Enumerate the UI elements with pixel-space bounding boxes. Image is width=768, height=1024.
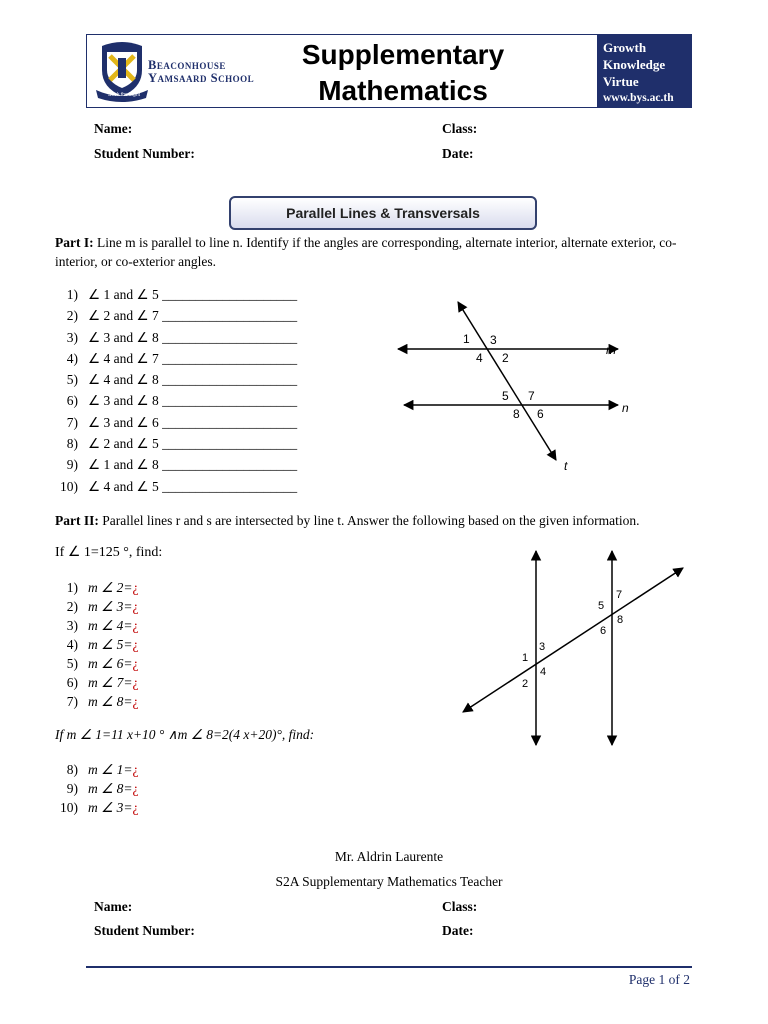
answer-mark: ¿ <box>132 637 139 652</box>
angle-6-label: 6 <box>600 625 607 637</box>
line-n-label: n <box>622 401 629 415</box>
question-number: 3) <box>66 618 78 633</box>
angle-7-label: 7 <box>528 389 535 403</box>
question-text: ∠ 4 and ∠ 5 ____________________ <box>88 478 298 494</box>
question-number: 6) <box>66 393 78 409</box>
question-expr: m ∠ 8= <box>88 694 133 709</box>
angle-7-label: 7 <box>616 589 623 601</box>
question-number: 5) <box>66 656 78 671</box>
question-text: ∠ 2 and ∠ 5 ____________________ <box>88 436 298 452</box>
question-expr: m ∠ 4= <box>88 618 133 633</box>
answer-mark: ¿ <box>132 580 139 595</box>
name-label: Name: <box>94 121 133 136</box>
part2-question-list-2 <box>40 760 240 817</box>
question-expr: m ∠ 8= <box>88 781 133 796</box>
question-text: ∠ 4 and ∠ 8 ____________________ <box>88 372 298 388</box>
question-number: 5) <box>66 372 78 388</box>
question-number: 4) <box>66 637 78 652</box>
angle-1-label: 1 <box>522 652 529 664</box>
list-item <box>40 578 240 597</box>
crest-ribbon-text: Seek the Light <box>108 92 140 98</box>
school-name-line1: Beaconhouse <box>148 58 226 72</box>
answer-mark: ¿ <box>132 800 139 815</box>
date-label: Date: <box>442 146 474 161</box>
angle-4-label: 4 <box>476 351 483 365</box>
list-item <box>40 305 340 326</box>
angle-6-label: 6 <box>537 407 544 421</box>
student-number-label: Student Number: <box>94 146 195 161</box>
question-text: ∠ 3 and ∠ 6 ____________________ <box>88 414 298 430</box>
list-item <box>40 327 340 348</box>
list-item <box>40 433 340 454</box>
question-expr: m ∠ 7= <box>88 675 133 690</box>
name-label-bottom: Name: <box>94 899 133 914</box>
class-label: Class: <box>442 121 478 136</box>
question-text: ∠ 3 and ∠ 8 ____________________ <box>88 393 298 409</box>
question-number: 1) <box>66 580 78 595</box>
part1-instructions <box>55 233 715 271</box>
question-number: 9) <box>66 781 78 796</box>
motto-virtue: Virtue <box>603 74 639 89</box>
page-title <box>290 37 516 109</box>
topic-banner: Parallel Lines & Transversals <box>229 196 537 230</box>
answer-mark: ¿ <box>132 694 139 709</box>
question-text: ∠ 1 and ∠ 8 ____________________ <box>88 457 298 473</box>
title-line2: Mathematics <box>318 75 488 106</box>
answer-mark: ¿ <box>132 618 139 633</box>
teacher-role: S2A Supplementary Mathematics Teacher <box>275 874 503 889</box>
part2-text: Parallel lines r and s are intersected by line t. Answer the following based on the given information. <box>102 513 640 528</box>
part1-label: Part I: <box>55 235 94 250</box>
part1-text: Line m is parallel to line n. Identify if the angles are corresponding, alternate interior, alternate exterior, co-interior, or co-exterior angles. <box>55 235 677 269</box>
school-name-line2: Yamsaard School <box>148 71 255 85</box>
list-item <box>40 692 240 711</box>
list-item <box>40 412 340 433</box>
answer-mark: ¿ <box>132 675 139 690</box>
question-number: 6) <box>66 675 78 690</box>
answer-mark: ¿ <box>132 656 139 671</box>
parallel-lines-diagram-1 <box>388 290 648 480</box>
question-expr: m ∠ 3= <box>88 599 133 614</box>
question-text: ∠ 4 and ∠ 7 ____________________ <box>88 350 298 366</box>
list-item <box>40 760 240 779</box>
title-line1: Supplementary <box>301 39 505 70</box>
footer-rule <box>86 966 692 968</box>
angle-4-label: 4 <box>540 666 547 678</box>
parallel-lines-diagram-2 <box>455 545 695 750</box>
motto-box <box>597 34 692 108</box>
angle-2-label: 2 <box>502 351 509 365</box>
question-number: 4) <box>66 350 78 366</box>
list-item <box>40 390 340 411</box>
question-number: 9) <box>66 457 78 473</box>
part1-question-list <box>40 284 340 497</box>
question-number: 2) <box>66 308 78 324</box>
angle-5-label: 5 <box>502 389 509 403</box>
angle-8-label: 8 <box>513 407 520 421</box>
student-number-label-bottom: Student Number: <box>94 923 195 938</box>
question-expr: m ∠ 3= <box>88 800 133 815</box>
date-label-bottom: Date: <box>442 923 474 938</box>
part2-instructions <box>55 511 715 530</box>
answer-mark: ¿ <box>132 762 139 777</box>
motto-knowledge: Knowledge <box>603 57 666 72</box>
line-t-label: t <box>564 459 568 473</box>
list-item <box>40 654 240 673</box>
question-expr: m ∠ 1= <box>88 762 133 777</box>
list-item <box>40 673 240 692</box>
question-number: 7) <box>66 414 78 430</box>
angle-5-label: 5 <box>598 600 605 612</box>
answer-mark: ¿ <box>132 781 139 796</box>
list-item <box>40 476 340 497</box>
angle-1-label: 1 <box>463 332 470 346</box>
line-t <box>458 302 556 460</box>
list-item <box>40 454 340 475</box>
question-expr: m ∠ 2= <box>88 580 133 595</box>
question-expr: m ∠ 6= <box>88 656 133 671</box>
school-url: www.bys.ac.th <box>603 92 674 104</box>
school-name <box>148 59 288 85</box>
motto-growth: Growth <box>603 40 647 55</box>
question-number: 10) <box>60 478 78 494</box>
angle-2-label: 2 <box>522 678 529 690</box>
question-number: 2) <box>66 599 78 614</box>
part2-question-list-1 <box>40 578 240 711</box>
given-1: If ∠ 1=125 °, find: <box>55 545 163 560</box>
question-number: 7) <box>66 694 78 709</box>
list-item <box>40 597 240 616</box>
line-m-label: m <box>606 343 616 357</box>
question-text: ∠ 1 and ∠ 5 ____________________ <box>88 287 298 302</box>
angle-8-label: 8 <box>617 614 624 626</box>
list-item <box>40 369 340 390</box>
question-number: 8) <box>66 436 78 452</box>
question-text: ∠ 2 and ∠ 7 ____________________ <box>88 308 298 324</box>
answer-mark: ¿ <box>132 599 139 614</box>
part2-label: Part II: <box>55 513 99 528</box>
question-number: 3) <box>66 329 78 345</box>
teacher-name: Mr. Aldrin Laurente <box>334 849 444 864</box>
question-expr: m ∠ 5= <box>88 637 133 652</box>
list-item <box>40 348 340 369</box>
list-item <box>40 284 340 305</box>
list-item <box>40 635 240 654</box>
question-number: 1) <box>66 287 78 302</box>
class-label-bottom: Class: <box>442 899 478 914</box>
list-item <box>40 779 240 798</box>
question-number: 8) <box>66 762 78 777</box>
question-text: ∠ 3 and ∠ 8 ____________________ <box>88 329 298 345</box>
angle-3-label: 3 <box>490 333 497 347</box>
page-number: Page 1 of 2 <box>628 972 690 987</box>
question-number: 10) <box>60 800 78 815</box>
angle-3-label: 3 <box>539 641 546 653</box>
transversal-t <box>463 568 683 712</box>
list-item <box>40 798 240 817</box>
list-item <box>40 616 240 635</box>
given-2: If m ∠ 1=11 x+10 ° ∧m ∠ 8=2(4 x+20)°, find: <box>55 727 315 742</box>
